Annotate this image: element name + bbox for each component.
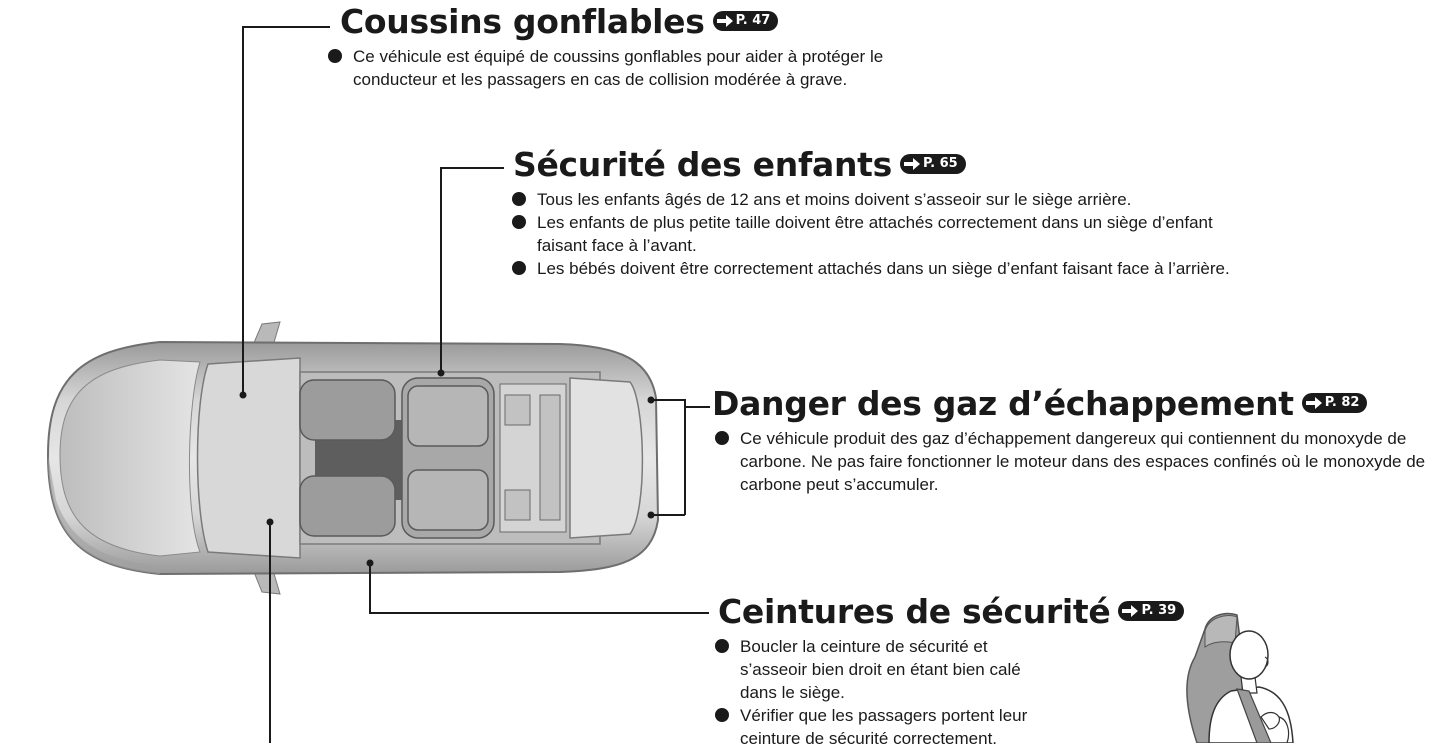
airbags-leader-h [243, 26, 330, 28]
exhaust-ref-label: P. 82 [1324, 394, 1360, 410]
bullet-dot-icon [512, 215, 526, 229]
child-safety-bullet-text: Les enfants de plus petite taille doivent être attachés correctement dans un siège d’enfant faisant face à l’avant. [537, 213, 1213, 255]
airbags-page-ref[interactable] [713, 11, 779, 31]
exhaust-bullet-text: Ce véhicule produit des gaz d’échappement dangereux qui contiennent du monoxyde de carbone. Ne pas faire fonctionner le moteur dans des espaces confinés où le monoxyde de carbone peut s’accumuler. [740, 429, 1426, 494]
list-item [511, 188, 1411, 211]
airbags-title-text: Coussins gonflables [340, 2, 705, 41]
arrow-right-icon [717, 15, 733, 27]
exhaust-leader-v [684, 399, 686, 515]
exhaust-title [712, 385, 1427, 423]
list-item [714, 635, 1050, 704]
bullet-dot-icon [328, 49, 342, 63]
exhaust-page-ref[interactable] [1302, 393, 1368, 413]
child-safety-ref-label: P. 65 [922, 155, 958, 171]
airbags-section [340, 3, 900, 91]
seatbelts-title-text: Ceintures de sécurité [718, 592, 1111, 631]
airbags-leader-v [242, 26, 244, 396]
bullet-dot-icon [715, 708, 729, 722]
exhaust-title-text: Danger des gaz d’échappement [712, 384, 1294, 423]
seatbelts-bullet-text: Vérifier que les passagers portent leur ceinture de sécurité correctement. [740, 706, 1028, 748]
exhaust-leader-bottom [651, 514, 685, 516]
seatbelts-leader-v [369, 563, 371, 613]
bullet-dot-icon [512, 192, 526, 206]
exhaust-leader-out [684, 406, 710, 408]
airbags-bullet-text: Ce véhicule est équipé de coussins gonflables pour aider à protéger le conducteur et les passagers en cas de collision modérée à grave. [353, 47, 884, 89]
list-item [714, 427, 1427, 496]
seatbelt-person-illustration [1175, 607, 1305, 743]
exhaust-section [712, 385, 1427, 496]
bullet-dot-icon [715, 639, 729, 653]
list-item [327, 45, 900, 91]
exhaust-leader-top [651, 399, 685, 401]
child-leader-v [440, 167, 442, 374]
child-safety-bullets [511, 188, 1411, 280]
child-safety-title [513, 146, 1433, 184]
arrow-right-icon [904, 158, 920, 170]
seatbelts-leader-h [369, 612, 709, 614]
airbags-ref-label: P. 47 [735, 12, 771, 28]
airbags-bullets [327, 45, 900, 91]
bullet-dot-icon [715, 431, 729, 445]
child-safety-title-text: Sécurité des enfants [513, 145, 892, 184]
child-safety-section [513, 146, 1433, 280]
list-item [714, 704, 1050, 750]
seatbelts-ref-label: P. 39 [1141, 602, 1177, 618]
arrow-right-icon [1306, 397, 1322, 409]
seatbelts-title [718, 593, 1178, 631]
seatbelts-bullets [714, 635, 1050, 750]
airbags-title [340, 3, 900, 41]
child-safety-bullet-text: Les bébés doivent être correctement attachés dans un siège d’enfant faisant face à l’arrière. [537, 259, 1230, 278]
bottom-leader-v [269, 522, 271, 743]
bullet-dot-icon [512, 261, 526, 275]
arrow-right-icon [1122, 605, 1138, 617]
child-safety-page-ref[interactable] [900, 154, 966, 174]
child-safety-bullet-text: Tous les enfants âgés de 12 ans et moins doivent s’asseoir sur le siège arrière. [537, 190, 1132, 209]
seatbelts-bullet-text: Boucler la ceinture de sécurité et s’asseoir bien droit en étant bien calé dans le siège. [740, 637, 1021, 702]
seatbelts-section [718, 593, 1178, 750]
child-leader-h [441, 167, 504, 169]
list-item [511, 257, 1411, 280]
exhaust-bullets [714, 427, 1427, 496]
list-item [511, 211, 1257, 257]
